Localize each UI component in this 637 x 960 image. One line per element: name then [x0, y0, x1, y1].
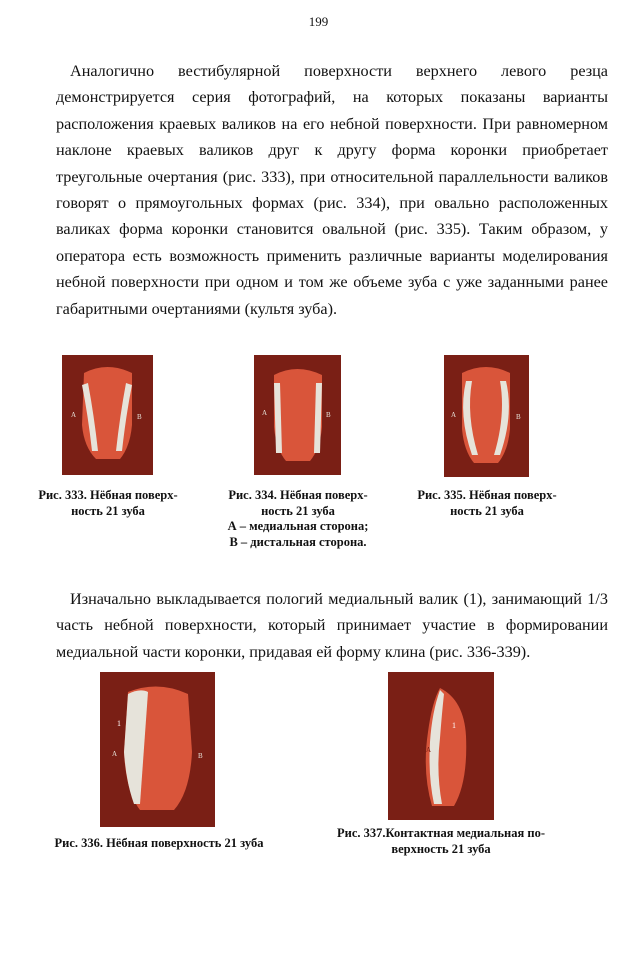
- figure-334-label-b: B: [326, 411, 331, 419]
- figure-333-caption-line2: ность 21 зуба: [71, 503, 145, 518]
- figure-337-caption: [306, 826, 576, 857]
- figure-336-label-b: B: [198, 752, 203, 760]
- figure-337-label-a: A: [426, 746, 432, 754]
- figure-333-caption-line1: Рис. 333. Нёбная поверх-: [38, 488, 178, 502]
- figure-337-caption-line2: верхность 21 зуба: [391, 841, 491, 856]
- figure-335-caption: [402, 488, 572, 519]
- figure-334-caption-line3: А – медиальная сторона;: [227, 519, 369, 533]
- figure-336-label-a: A: [112, 750, 118, 758]
- figure-333-label-a: A: [71, 411, 77, 419]
- figure-334-caption-line4: В – дистальная сторона.: [229, 534, 367, 549]
- figure-335-photo: [444, 355, 529, 477]
- figure-337-caption-line1: Рис. 337.Контактная медиальная по-: [337, 826, 545, 840]
- figure-337-photo: [388, 672, 494, 820]
- figure-334-caption-line2: ность 21 зуба: [261, 503, 335, 518]
- figure-335-caption-line1: Рис. 335. Нёбная поверх-: [417, 488, 557, 502]
- figure-333-label-b: B: [137, 413, 142, 421]
- figure-336-caption: [34, 836, 284, 852]
- paragraph-intro: Аналогично вестибулярной поверхности верхнего левого резца демонстрируется серия фотографий, на которых показаны варианты расположения краевых валиков на его небной поверхности. При равномерном наклоне краевых валиков друг к другу форма коронки приобретает треугольные очертания (рис. 333), при относительной параллельности валиков говорят о прямоугольных формах (рис. 334), при овально расположенных валиках форма коронки становится овальной (рис. 335). Таким образом, у оператора есть возможность применить различные варианты моделирования небной поверхности при одном и том же объеме зуба с уже заданными ранее габаритными очертаниями (культя зуба).: [56, 62, 608, 318]
- figure-336-caption-line1: Рис. 336. Нёбная поверхность 21 зуба: [54, 836, 264, 850]
- figure-336-photo: [100, 672, 215, 827]
- figure-335-label-b: B: [516, 413, 521, 421]
- figure-334-caption: [208, 488, 388, 550]
- figure-336-label-1: 1: [117, 719, 121, 728]
- figure-335-label-a: A: [451, 411, 457, 419]
- figure-335-caption-line2: ность 21 зуба: [450, 503, 524, 518]
- figure-334-label-a: A: [262, 409, 268, 417]
- paragraph-medial-ridge: Изначально выкладывается пологий медиальный валик (1), занимающий 1/3 часть небной поверхности, который принимает участие в формировании медиальной части коронки, придавая ей форму клина (рис. 336-339).: [56, 590, 608, 661]
- figure-333-photo: [62, 355, 153, 475]
- figure-334-photo: [254, 355, 341, 475]
- figure-334-caption-line1: Рис. 334. Нёбная поверх-: [228, 488, 368, 502]
- figure-337-label-1: 1: [452, 721, 456, 730]
- figure-333-caption: [24, 488, 192, 519]
- page-number: 199: [308, 14, 329, 29]
